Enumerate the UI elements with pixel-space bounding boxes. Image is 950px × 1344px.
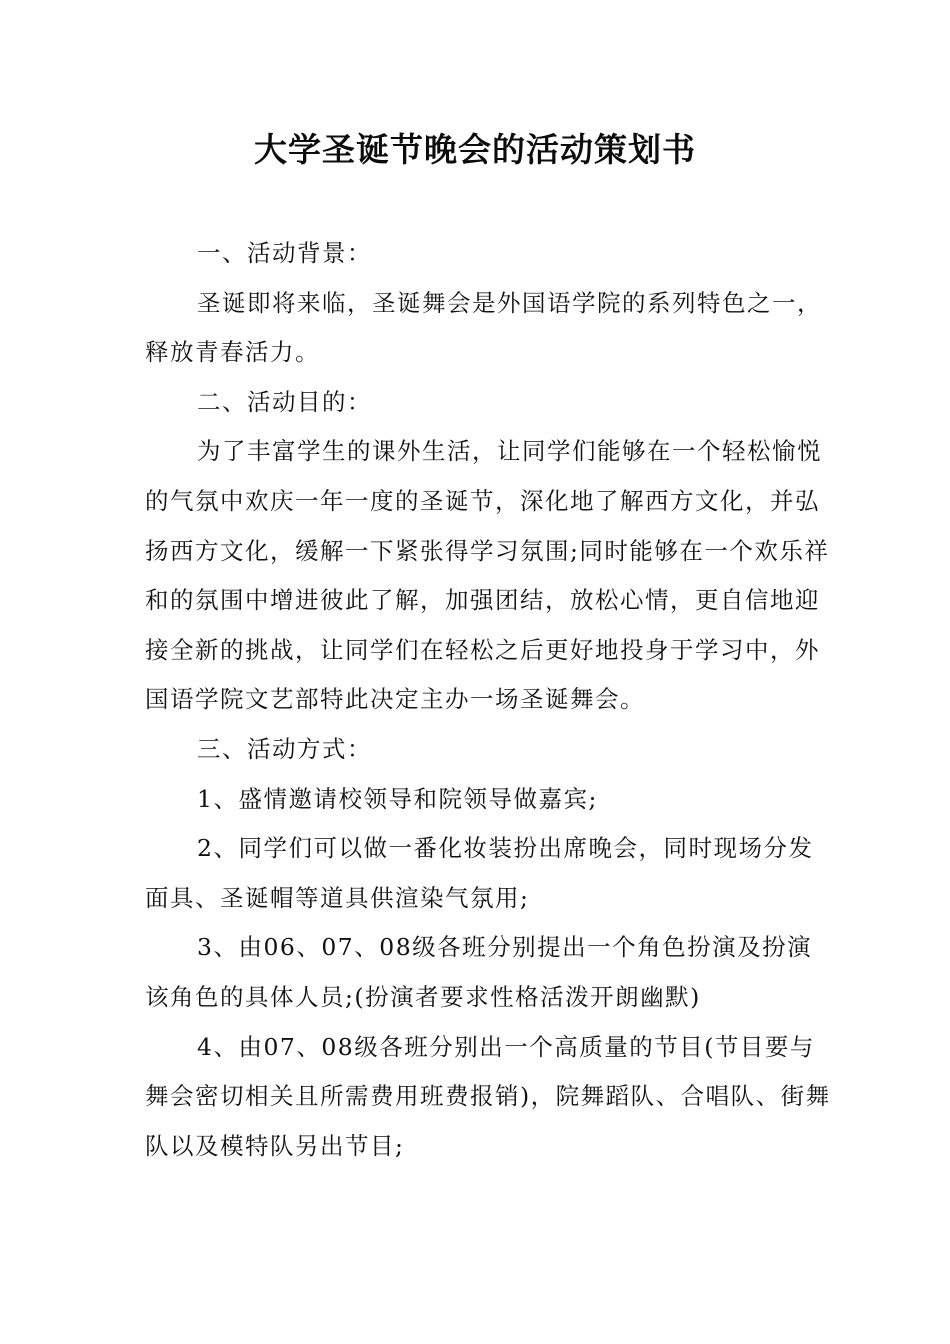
section-heading-method: 三、活动方式： xyxy=(197,734,372,763)
section-heading-purpose: 二、活动目的： xyxy=(197,387,372,416)
list-item-3: 3、由06、07、08级各班分别提出一个角色扮演及扮演该角色的具体人员;(扮演者要求性格活泼开朗幽默) xyxy=(145,933,813,1011)
document-body xyxy=(145,229,835,1171)
paragraph-background: 圣诞即将来临，圣诞舞会是外国语学院的系列特色之一，释放青春活力。 xyxy=(145,288,822,367)
list-item-2: 2、同学们可以做一番化妆装扮出席晚会，同时现场分发面具、圣诞帽等道具供渲染气氛用; xyxy=(145,834,814,912)
list-item-4: 4、由07、08级各班分别出一个高质量的节目(节目要与舞会密切相关且所需费用班费报销)，院舞蹈队、合唱队、街舞队以及模特队另出节目; xyxy=(145,1032,831,1160)
section-heading-background: 一、活动背景： xyxy=(197,239,372,267)
document-title: 大学圣诞节晚会的活动策划书 xyxy=(254,130,696,169)
list-item-1: 1、盛情邀请校领导和院领导做嘉宾; xyxy=(197,784,598,813)
paragraph-purpose: 为了丰富学生的课外生活，让同学们能够在一个轻松愉悦的气氛中欢庆一年一度的圣诞节，深化地了解西方文化，并弘扬西方文化，缓解一下紧张得学习氛围;同时能够在一个欢乐祥和的氛围中增进彼此了解，加强团结，放松心情，更自信地迎接全新的挑战，让同学们在轻松之后更好地投身于学习中，外国语学院文艺部特此决定主办一场圣诞舞会。 xyxy=(145,437,830,714)
